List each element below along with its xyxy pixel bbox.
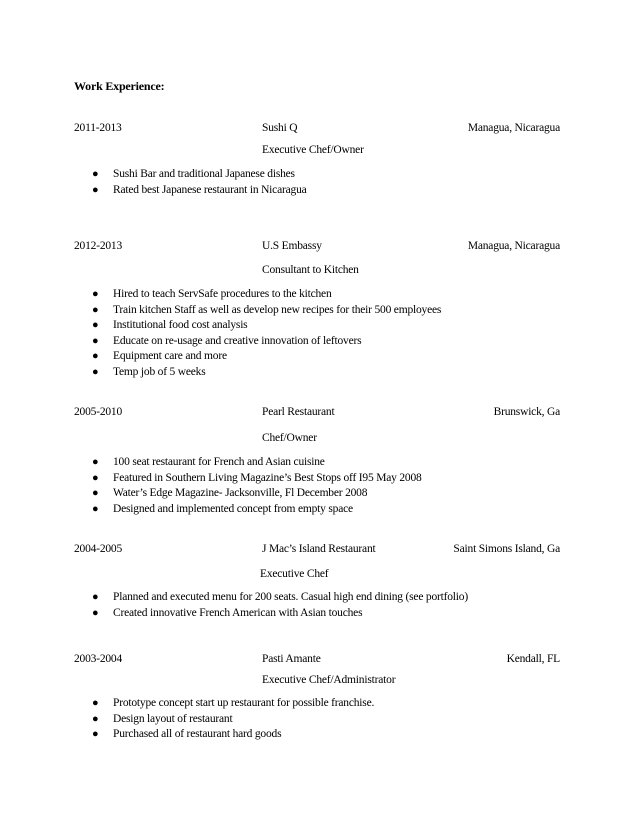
list-item: [0, 334, 441, 350]
job-title: Consultant to Kitchen: [262, 264, 359, 276]
job-company: U.S Embassy: [262, 240, 322, 252]
job-location: Managua, Nicaragua: [467, 122, 560, 134]
bullet-icon: ●: [92, 303, 99, 316]
job-company: Pearl Restaurant: [262, 406, 335, 418]
list-item: [0, 471, 422, 487]
job-dates: 2012-2013: [74, 240, 123, 252]
job-title: Executive Chef/Administrator: [262, 674, 396, 686]
list-item: [0, 455, 422, 471]
job-title: Chef/Owner: [262, 432, 317, 444]
list-item: [0, 712, 374, 728]
job-dates: 2011-2013: [74, 122, 122, 134]
job-location: Brunswick, Ga: [493, 406, 560, 418]
bullet-text: Equipment care and more: [113, 350, 227, 362]
list-item: [0, 696, 374, 712]
bullet-icon: ●: [92, 487, 99, 499]
job-title: Executive Chef: [260, 568, 329, 580]
list-item: [0, 349, 441, 365]
list-item: [0, 318, 441, 334]
list-item: [0, 303, 441, 319]
section-heading: Work Experience:: [74, 79, 165, 93]
bullet-text: Institutional food cost analysis: [113, 319, 248, 331]
list-item: [0, 167, 307, 183]
bullet-text: Water’s Edge Magazine- Jacksonville, Fl December 2008: [113, 487, 368, 499]
bullet-text: Design layout of restaurant: [113, 712, 233, 725]
bullet-text: Sushi Bar and traditional Japanese dishes: [113, 168, 295, 180]
job-location: Saint Simons Island, Ga: [453, 543, 560, 555]
list-item: [0, 365, 441, 381]
bullet-text: Prototype concept start up restaurant for possible franchise.: [113, 697, 375, 709]
bullet-icon: ●: [92, 712, 99, 725]
bullet-icon: ●: [92, 288, 99, 300]
bullet-text: Featured in Southern Living Magazine’s Best Stops off I95 May 2008: [113, 471, 422, 484]
bullet-icon: ●: [92, 728, 99, 740]
job-header-row: [0, 120, 638, 136]
job-header-row: [0, 404, 638, 420]
bullet-text: Temp job of 5 weeks: [113, 365, 206, 378]
job-company: J Mac’s Island Restaurant: [262, 543, 376, 555]
bullet-icon: ●: [92, 183, 99, 196]
bullet-icon: ●: [92, 168, 99, 180]
job-bullet-list: [0, 455, 422, 517]
bullet-text: 100 seat restaurant for French and Asian cuisine: [113, 456, 325, 468]
job-header-row: [0, 238, 638, 254]
job-bullet-list: [0, 287, 441, 380]
list-item: [0, 606, 468, 622]
bullet-icon: ●: [92, 319, 99, 331]
bullet-text: Educate on re-usage and creative innovation of leftovers: [113, 334, 362, 347]
list-item: [0, 183, 307, 199]
list-item: [0, 590, 468, 606]
bullet-icon: ●: [92, 365, 99, 378]
bullet-text: Designed and implemented concept from empty space: [113, 502, 353, 515]
bullet-text: Train kitchen Staff as well as develop new recipes for their 500 employees: [113, 303, 442, 316]
bullet-icon: ●: [92, 350, 99, 362]
bullet-icon: ●: [92, 456, 99, 468]
job-dates: 2005-2010: [74, 406, 123, 418]
bullet-icon: ●: [92, 591, 99, 603]
job-bullet-list: [0, 167, 307, 198]
bullet-text: Purchased all of restaurant hard goods: [113, 728, 282, 740]
list-item: [0, 502, 422, 518]
bullet-icon: ●: [92, 334, 99, 347]
list-item: [0, 727, 374, 743]
list-item: [0, 287, 441, 303]
job-company: Sushi Q: [262, 122, 298, 134]
job-company: Pasti Amante: [262, 653, 321, 665]
bullet-icon: ●: [92, 502, 99, 515]
bullet-icon: ●: [92, 697, 99, 709]
job-header-row: [0, 541, 638, 557]
job-dates: 2004-2005: [74, 543, 123, 555]
job-title: Executive Chef/Owner: [262, 144, 364, 156]
job-bullet-list: [0, 696, 374, 743]
bullet-text: Hired to teach ServSafe procedures to the kitchen: [113, 288, 332, 300]
job-header-row: [0, 651, 638, 667]
job-bullet-list: [0, 590, 468, 621]
bullet-icon: ●: [92, 471, 99, 484]
job-dates: 2003-2004: [74, 653, 123, 665]
bullet-text: Rated best Japanese restaurant in Nicaragua: [113, 183, 307, 196]
bullet-text: Planned and executed menu for 200 seats. Casual high end dining (see portfolio): [113, 591, 468, 603]
job-location: Kendall, FL: [506, 653, 560, 665]
job-location: Managua, Nicaragua: [467, 240, 560, 252]
bullet-text: Created innovative French American with Asian touches: [113, 606, 363, 619]
bullet-icon: ●: [92, 606, 99, 619]
list-item: [0, 486, 422, 502]
